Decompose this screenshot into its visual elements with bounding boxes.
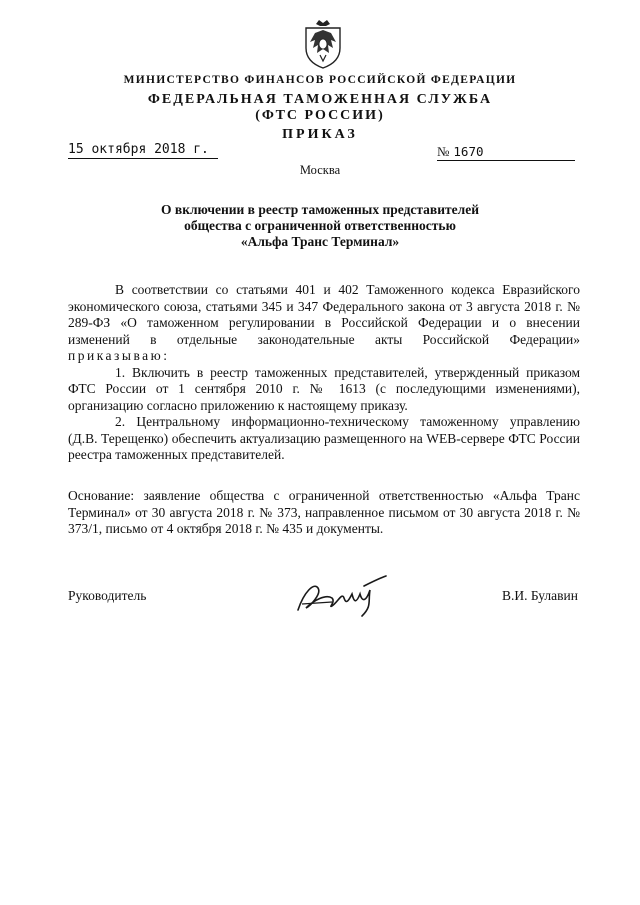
signer-name: В.И. Булавин (501, 588, 578, 603)
document-body (68, 282, 580, 464)
coat-of-arms-icon (302, 18, 344, 70)
document-number (437, 144, 575, 161)
document-city: Москва (299, 163, 341, 177)
title-line-1: О включении в реестр таможенных представителей (161, 202, 479, 217)
basis-text: Основание: заявление общества с ограниченной ответственностью «Альфа Транс Терминал» от 30 августа 2018 г. № 373, направленное письмом от 30 августа 2018 г. № 373/1, письмо от 4 октября 2018 г. № 435 и документы. (68, 488, 580, 536)
signature-icon (292, 572, 392, 620)
title-line-3: «Альфа Транс Терминал» (240, 234, 400, 249)
number-label: № (437, 144, 450, 159)
title-line-2: общества с ограниченной ответственностью (184, 218, 456, 233)
service-title: ФЕДЕРАЛЬНАЯ ТАМОЖЕННАЯ СЛУЖБА (147, 92, 493, 107)
item-1: 1. Включить в реестр таможенных представителей, утвержденный приказом ФТС России от 1 сентября 2010 г. № 1613 (с последующими изменениями), организацию согласно приложению к настоящему приказу. (68, 364, 580, 413)
ministry-name: МИНИСТЕРСТВО ФИНАНСОВ РОССИЙСКОЙ ФЕДЕРАЦИИ (123, 74, 517, 86)
service-name (0, 92, 640, 124)
intro-paragraph (68, 282, 580, 365)
document-title (0, 202, 640, 250)
intro-text: В соответствии со статьями 401 и 402 Таможенного кодекса Евразийского экономического союза, статьями 345 и 347 Федерального закона от 3 августа 2018 г. № 289-ФЗ «О таможенном регулировании в Российской Федерации и о внесении изменений в отдельные законодательные акты Российской Федерации» (68, 282, 580, 347)
order-word: приказываю: (68, 348, 170, 363)
item-2: 2. Центральному информационно-техническому таможенному управлению (Д.В. Терещенко) обеспечить актуализацию размещенного на WEB-сервере ФТС России реестра таможенных представителей. (68, 414, 580, 462)
basis-section (68, 488, 580, 538)
service-abbr: (ФТС РОССИИ) (255, 108, 385, 123)
document-date: 15 октября 2018 г. (68, 142, 218, 159)
number-value: 1670 (453, 144, 484, 159)
signer-role: Руководитель (68, 588, 147, 603)
document-type: ПРИКАЗ (282, 127, 358, 142)
